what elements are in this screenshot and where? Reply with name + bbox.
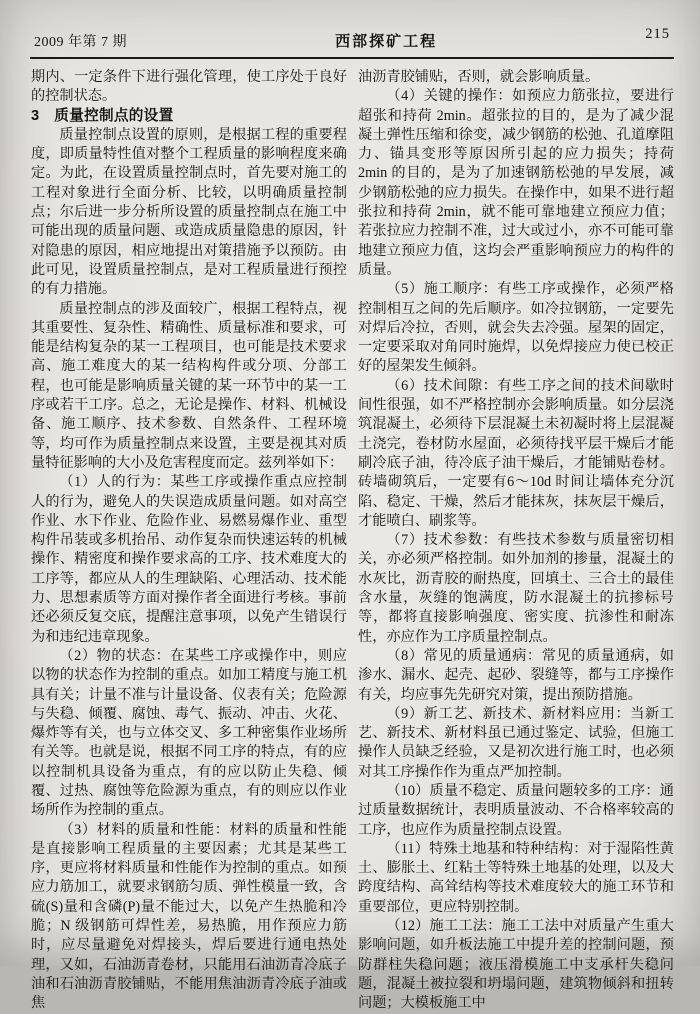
paragraph: 油沥青胶铺贴，否则，就会影响质量。	[358, 69, 600, 85]
paragraph: （11）特殊土地基和特种结构：对于湿陷性黄土、膨胀土、红粘土等特殊土地基的处理，以及大跨度结构、高耸结构等技术难度较大的施工环节和重要部位，更应特别控制。	[358, 840, 674, 915]
paragraph: （9）新工艺、新技术、新材料应用：当新工艺、新技术、新材料虽已通过鉴定、试验，但施工操作人员缺乏经验，又是初次进行施工时，也必须对其工序操作作为重点严加控制。	[358, 705, 674, 780]
page-header	[0, 0, 700, 57]
paragraph: 期内、一定条件下进行强化管理，使工序处于良好的控制状态。	[31, 69, 347, 105]
paragraph: （2）物的状态：在某些工序或操作中，则应以物的状态作为控制的重点。如加工精度与施工机具有关；计量不准与计量设备、仪表有关；危险源与失稳、倾覆、腐蚀、毒气、振动、冲击、火花、爆炸等有关，也与立体交叉、多工种密集作业场所有关等。也就是说，根据不同工序的特点，有的应以控制机具设备为重点，有的应以防止失稳、倾覆、过热、腐蚀等危险源为重点，有的则应以作业场所作为控制的重点。	[31, 647, 347, 819]
paragraph: （7）技术参数：有些技术参数与质量密切相关，亦必须严格控制。如外加剂的掺量，混凝土的水灰比，沥青胶的耐热度，回填土、三合土的最佳含水量，灰缝的饱满度，防水混凝土的抗掺标号等，都将直接影响强度、密实度、抗渗性和耐冻性，亦应作为工序质量控制点。	[358, 532, 674, 645]
paragraph: （10）质量不稳定、质量问题较多的工序：通过质量数据统计，表明质量波动、不合格率较高的工序，也应作为质量控制点设置。	[358, 782, 674, 838]
right-column	[358, 68, 674, 1014]
paragraph: （8）常见的质量通病：常见的质量通病，如渗水、漏水、起壳、起砂、裂缝等，都与工序操作有关，均应事先先研究对策，提出预防措施。	[358, 647, 674, 703]
journal-title: 西部探矿工程	[335, 34, 438, 50]
paragraph: （12）施工工法：施工工法中对质量产生重大影响问题，如升板法施工中提升差的控制问题，预防群柱失稳问题；液压滑模施工中支承杆失稳问题，混凝土被拉裂和坍塌问题，建筑物倾斜和扭转问题；大模板施工中	[358, 918, 674, 1012]
paragraph: （4）关键的操作：如预应力筋张拉，要进行超张和持荷 2min。超张拉的目的，是为了减少混凝土弹性压缩和徐变，减少钢筋的松弛、孔道摩阻力、锚具变形等原因所引起的应力损失；持荷 2min 的目的，是为了加速钢筋松弛的早发展，减少钢筋松弛的应力损失。在操作中，如果不进行超张拉和持荷 2min，就不能可靠地建立预应力值；若张拉应力控制不准，过大或过小，亦不可能可靠地建立预应力值，这均会严重影响预应力的构件的质量。	[358, 88, 674, 278]
paragraph: 质量控制点设置的原则，是根据工程的重要程度，即质量特性值对整个工程质量的影响程度来确定。为此，在设置质量控制点时，首先要对施工的工程对象进行全面分析、比较，以明确质量控制点；尔后进一步分析所设置的质量控制点在施工中可能出现的质量问题、或造成质量隐患的原因，针对隐患的原因，相应地提出对策措施予以预防。由此可见，设置质量控制点，是对工程质量进行预控的有力措施。	[31, 126, 347, 298]
paragraph: （6）技术间隙：有些工序之间的技术间歇时间性很强，如不严格控制亦会影响质量。如分层浇筑混凝土，必须待下层混凝土未初凝时将上层混凝土浇完，卷材防水屋面，必须待找平层干燥后才能刷冷底子油，待冷底子油干燥后，才能铺贴卷材。砖墙砌筑后，一定要有6～10d 时间让墙体充分沉陷、稳定、干燥，然后才能抹灰，抹灰层干燥后，才能喷白、刷浆等。	[358, 377, 674, 529]
paragraph: （3）材料的质量和性能：材料的质量和性能是直接影响工程质量的主要因素；尤其是某些工序，更应将材料质量和性能作为控制的重点。如预应力筋加工，就要求钢筋匀质、弹性模量一致，含硫(S)量和含磷(P)量不能过大，以免产生热脆和冷脆；N 级钢筋可焊性差，易热脆，用作预应力筋时，应尽量避免对焊接头，焊后要进行通电热处理，又如，石油沥青卷材，只能用石油沥青冷底子油和石油沥青胶铺贴，不能用焦油沥青冷底子油或焦	[31, 821, 347, 1012]
paragraph: （5）施工顺序：有些工序或操作，必须严格控制相互之间的先后顺序。如冷拉钢筋，一定要先对焊后冷拉，否则，就会失去冷强。屋架的固定，一定要采取对角同时施焊，以免焊接应力使已校正好的屋架发生倾斜。	[358, 281, 674, 375]
journal-issue: 2009 年第 7 期	[34, 35, 127, 50]
section-heading: 3 质量控制点的设置	[31, 107, 174, 124]
article-body	[0, 59, 700, 1014]
left-column	[31, 68, 347, 1014]
paragraph: （1）人的行为：某些工序或操作重点应控制人的行为，避免人的失误造成质量问题。如对高空作业、水下作业、危险作业、易燃易爆作业、重型构件吊装或多机抬吊、动作复杂而快速运转的机械操作、精密度和操作要求高的工序、技术难度大的工序等，都应从人的生理缺陷、心理活动、技术能力、思想素质等方面对操作者全面进行考核。事前还必须反复交底，提醒注意事项，以免产生错误行为和违纪违章现象。	[31, 474, 347, 645]
page-number: 215	[645, 26, 670, 42]
paragraph: 质量控制点的涉及面较广，根据工程特点，视其重要性、复杂性、精确性、质量标准和要求，可能是结构复杂的某一工程项目，也可能是技术要求高、施工难度大的某一结构构件或分项、分部工程，也可能是影响质量关键的某一环节中的某一工序或若干工序。总之，无论是操作、材料、机械设备、施工顺序、技术参数、自然条件、工程环境等，均可作为质量控制点来设置，主要是视其对质量特征影响的大小及危害程度而定。兹列举如下：	[31, 300, 347, 471]
